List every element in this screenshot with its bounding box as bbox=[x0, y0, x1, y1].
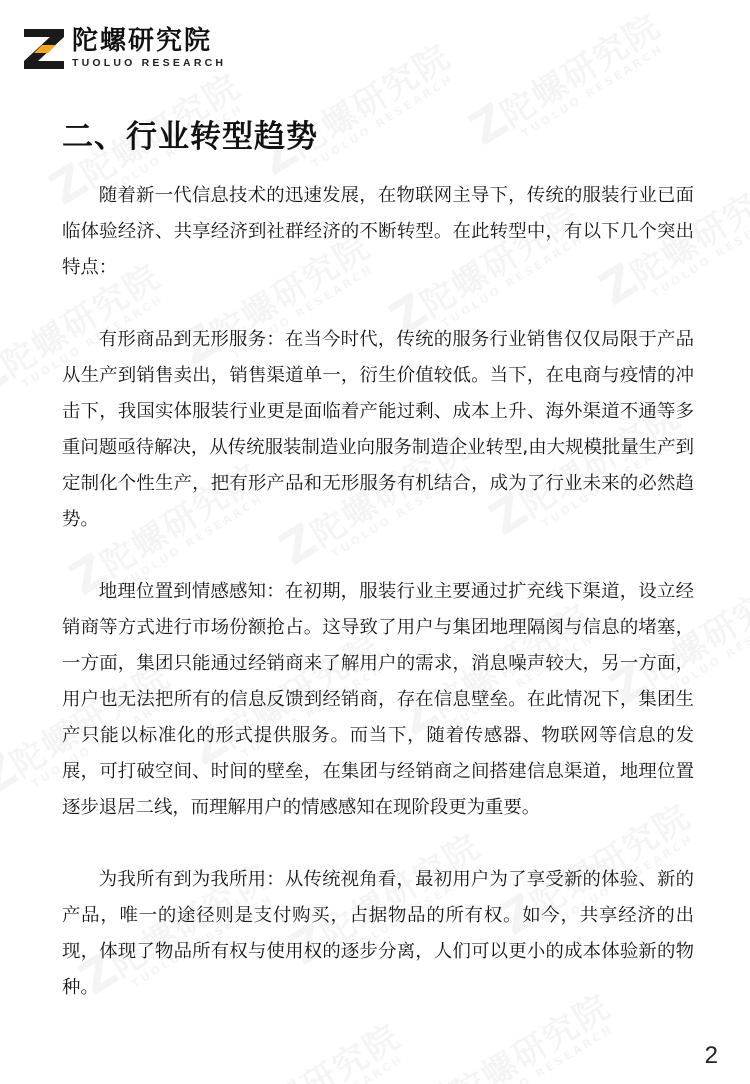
tuoluo-logo-icon bbox=[20, 25, 68, 71]
paragraph-ownership: 为我所有到为我所用：从传统视角看，最初用户为了享受新的体验、新的产品，唯一的途径则是支付购买，占据物品的所有权。如今，共享经济的出现，体现了物品所有权与使用权的逐步分离，人们可以更小的成本体验新的物种。 bbox=[62, 869, 694, 998]
main-content bbox=[62, 114, 694, 1006]
paragraph-service: 有形商品到无形服务：在当今时代，传统的服务行业销售仅仅局限于产品从生产到销售卖出，销售渠道单一，衍生价值较低。当下，在电商与疫情的冲击下，我国实体服装行业更是面临着产能过剩、成本上升、海外渠道不通等多重问题亟待解决，从传统服装制造业向服务制造企业转型,由大规模批量生产到定制化个性生产，把有形产品和无形服务有机结合，成为了行业未来的必然趋势。 bbox=[62, 329, 694, 530]
logo-subtitle: TUOLUO RESEARCH bbox=[72, 56, 227, 69]
logo-text bbox=[72, 27, 226, 70]
logo-title: 陀螺研究院 bbox=[72, 25, 213, 56]
page-number: 2 bbox=[704, 1042, 718, 1069]
watermark-tile bbox=[200, 1007, 413, 1084]
paragraph-location: 地理位置到情感感知：在初期，服装行业主要通过扩充线下渠道，设立经销商等方式进行市场份额抢占。这导致了用户与集团地理隔阂与信息的堵塞，一方面，集团只能通过经销商来了解用户的需求，消息噪声较大，另一方面，用户也无法把所有的信息反馈到经销商，存在信息壁垒。在此情况下，集团生产只能以标准化的形式提供服务。而当下，随着传感器、物联网等信息的发展，可打破空间、时间的壁垒，在集团与经销商之间搭建信息渠道，地理位置逐步退居二线，而理解用户的情感感知在现阶段更为重要。 bbox=[62, 581, 694, 818]
paragraph-intro: 随着新一代信息技术的迅速发展，在物联网主导下，传统的服装行业已面临体验经济、共享经济到社群经济的不断转型。在此转型中，有以下几个突出特点： bbox=[62, 185, 694, 278]
section-title: 二、行业转型趋势 bbox=[62, 119, 318, 155]
header-logo bbox=[20, 22, 226, 74]
